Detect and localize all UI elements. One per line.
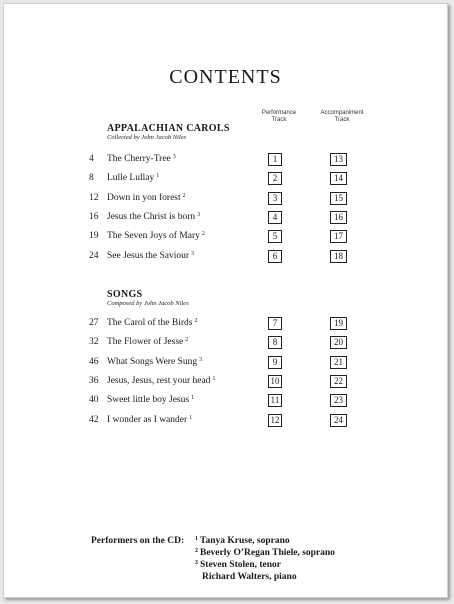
song-name: Sweet little boy Jesus: [107, 395, 190, 406]
section-subtitle: Composed by John Jacob Niles: [107, 300, 189, 307]
list-item: [4, 375, 447, 389]
performers-label: Performers on the CD:: [91, 536, 185, 546]
song-name: See Jesus the Saviour: [107, 250, 190, 261]
performance-track-box: 2: [268, 172, 282, 185]
page-number: 8: [89, 173, 94, 184]
list-item: [4, 192, 447, 206]
list-item: [4, 394, 447, 408]
song-title: [107, 376, 215, 386]
page-number: 12: [89, 192, 99, 203]
song-title: [107, 337, 188, 347]
song-name: Jesus, Jesus, rest your head: [107, 375, 211, 386]
page-number: 42: [89, 414, 99, 425]
performer-ref: 3: [197, 211, 201, 218]
performer-number: 2: [195, 548, 198, 554]
accompaniment-track-header: [307, 110, 377, 124]
song-title: [107, 357, 202, 367]
accompaniment-track-box: 20: [330, 336, 347, 349]
song-title: [107, 193, 186, 203]
performance-track-box: 10: [268, 375, 282, 388]
performance-track-box: 9: [268, 356, 282, 369]
performer-ref: 2: [194, 318, 198, 324]
song-title: [107, 415, 192, 425]
performer-ref: 2: [185, 337, 189, 344]
song-name: What Songs Were Sung: [107, 356, 198, 367]
performer-name: Steven Stolen, tenor: [200, 560, 282, 570]
performer-ref: 2: [182, 192, 186, 199]
page-number: 32: [89, 337, 99, 348]
accompaniment-header-line1: Accompaniment: [320, 110, 364, 116]
song-name: I wonder as I wander: [107, 414, 188, 425]
list-item: [4, 211, 447, 225]
accompaniment-track-box: 16: [330, 211, 347, 224]
performer-number: 1: [195, 536, 198, 542]
section-subtitle: Collected by John Jacob Niles: [107, 134, 187, 141]
page-number: 4: [89, 154, 94, 164]
list-item: [4, 317, 447, 331]
list-item: [4, 172, 447, 186]
song-title: [107, 212, 200, 222]
performance-track-box: 8: [268, 336, 282, 349]
song-title: [107, 173, 159, 183]
performer-name: Tanya Kruse, soprano: [200, 536, 290, 546]
song-name: Jesus the Christ is born: [107, 211, 196, 222]
performer-ref: 3: [199, 356, 203, 363]
song-name: The Flower of Jesse: [107, 337, 184, 348]
song-title: [107, 318, 197, 328]
performance-track-box: 7: [268, 317, 282, 330]
section-title: SONGS: [107, 289, 143, 300]
song-name: Down in yon forest: [107, 192, 181, 203]
performer-ref: 1: [212, 375, 216, 382]
accompaniment-track-box: 14: [330, 172, 347, 185]
performance-header-line1: Performance: [261, 110, 297, 116]
accompaniment-track-box: 19: [330, 317, 347, 330]
accompaniment-track-box: 24: [330, 414, 347, 427]
song-name: The Seven Joys of Mary: [107, 231, 200, 242]
page-title: CONTENTS: [169, 66, 282, 88]
performance-track-box: 4: [268, 211, 282, 224]
page: [3, 3, 448, 598]
song-title: [107, 154, 176, 164]
performer-name: Beverly O’Regan Thiele, soprano: [200, 548, 335, 558]
performance-track-header: [254, 110, 304, 124]
page-number: 36: [89, 375, 99, 386]
performer-ref: 1: [189, 414, 193, 421]
performer-ref: 1: [156, 173, 160, 180]
accompaniment-header-line2: Track: [334, 117, 350, 123]
page-number: 24: [89, 250, 99, 261]
performer-name: Richard Walters, piano: [202, 572, 297, 582]
performer-number: 3: [195, 560, 198, 566]
accompaniment-track-box: 22: [330, 375, 347, 388]
performance-track-box: 6: [268, 250, 282, 263]
accompaniment-track-box: 17: [330, 230, 347, 243]
song-title: [107, 395, 194, 405]
accompaniment-track-box: 13: [330, 153, 347, 166]
page-number: 19: [89, 231, 99, 242]
page-number: 27: [89, 318, 99, 328]
page-number: 46: [89, 356, 99, 367]
list-item: [4, 336, 447, 350]
list-item: [4, 356, 447, 370]
page-number: 16: [89, 211, 99, 222]
section-title: APPALACHIAN CAROLS: [107, 123, 230, 134]
performance-track-box: 3: [268, 192, 282, 205]
performer-line: [195, 536, 290, 546]
performer-ref: 2: [201, 231, 205, 238]
song-name: The Carol of the Birds: [107, 318, 193, 328]
accompaniment-track-box: 21: [330, 356, 347, 369]
accompaniment-track-box: 23: [330, 394, 347, 407]
song-name: The Cherry-Tree: [107, 154, 171, 164]
performance-header-line2: Track: [271, 117, 287, 123]
page-number: 40: [89, 395, 99, 406]
song-title: [107, 251, 194, 261]
performance-track-box: 11: [268, 394, 282, 407]
list-item: [4, 414, 447, 428]
song-name: Lulle Lullay: [107, 173, 155, 184]
performance-track-box: 12: [268, 414, 282, 427]
performer-line: [195, 560, 281, 570]
performer-line: [195, 548, 335, 558]
performer-line: [200, 572, 297, 582]
accompaniment-track-box: 18: [330, 250, 347, 263]
performer-ref: 3: [191, 250, 195, 257]
performance-track-box: 5: [268, 230, 282, 243]
performance-track-box: 1: [268, 153, 282, 166]
list-item: [4, 250, 447, 264]
performer-ref: 1: [191, 395, 195, 402]
list-item: [4, 153, 447, 167]
list-item: [4, 230, 447, 244]
performer-ref: 3: [172, 154, 176, 160]
song-title: [107, 231, 205, 241]
accompaniment-track-box: 15: [330, 192, 347, 205]
